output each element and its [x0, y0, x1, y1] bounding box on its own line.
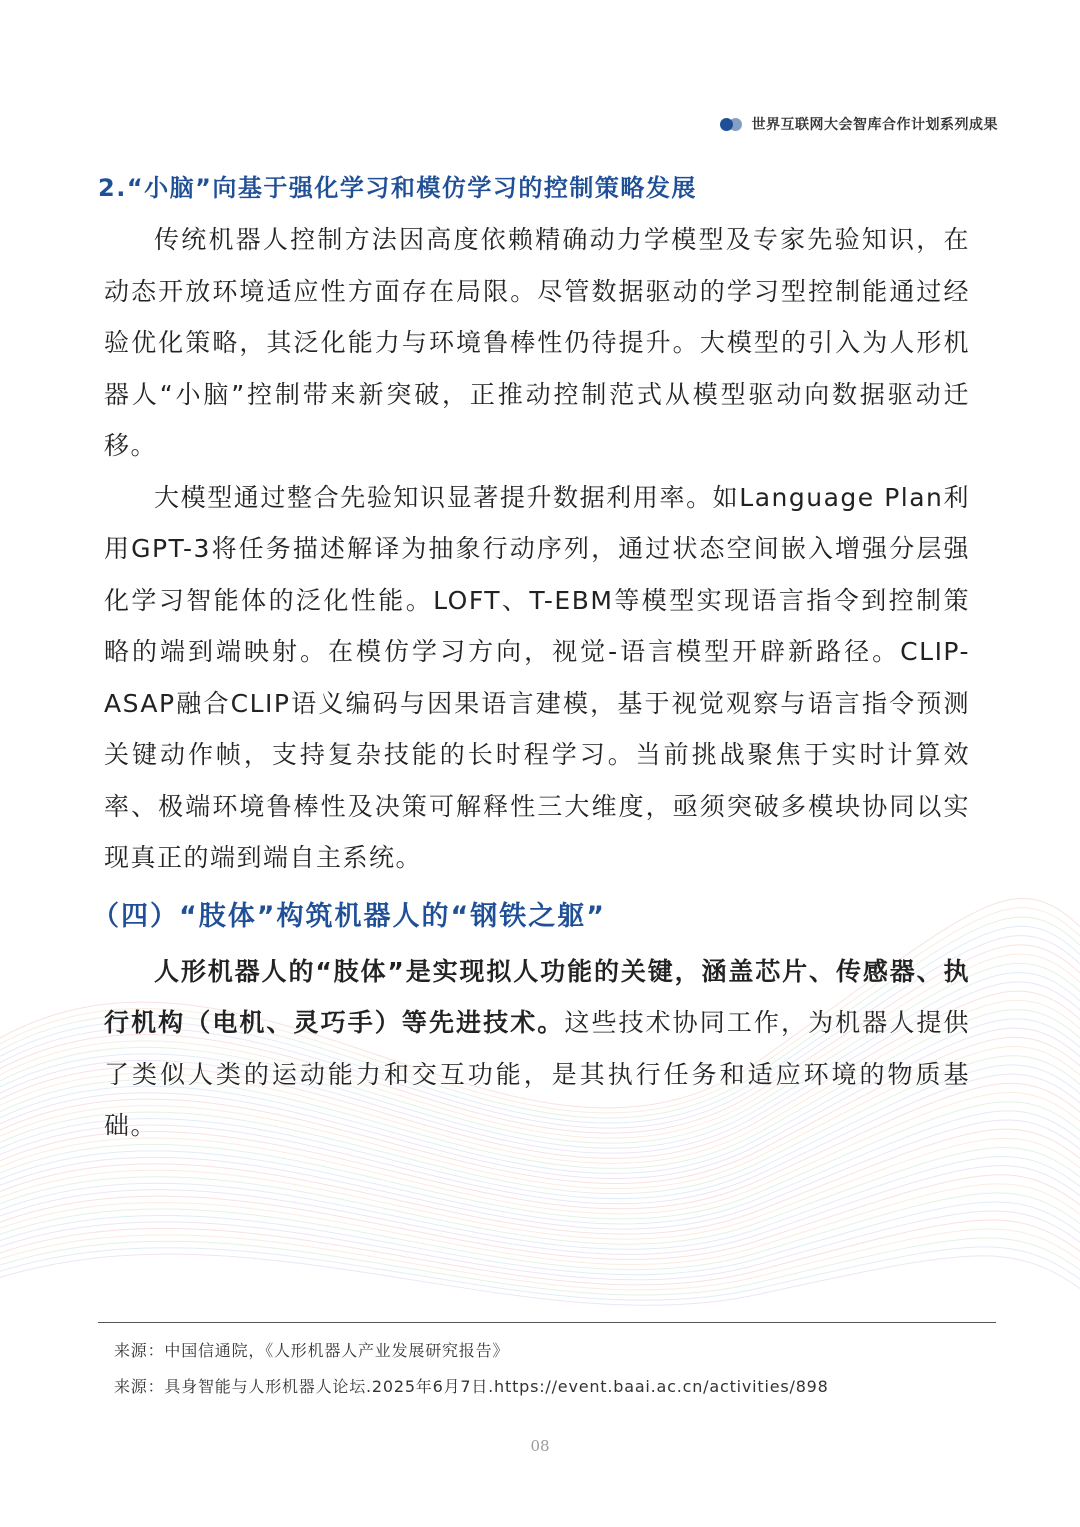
subsection-heading: 2.“小脑”向基于强化学习和模仿学习的控制策略发展	[98, 174, 697, 202]
paragraph: 传统机器人控制方法因高度依赖精确动力学模型及专家先验知识，在动态开放环境适应性方面存在局限。尽管数据驱动的学习型控制能通过经验优化策略，其泛化能力与环境鲁棒性仍待提升。大模型的引入为人形机器人“小脑”控制带来新突破，正推动控制范式从模型驱动向数据驱动迁移。	[104, 225, 970, 460]
footnote-source: 来源：中国信通院，《人形机器人产业发展研究报告》	[114, 1341, 510, 1360]
overlapping-circles-logo-icon	[720, 118, 742, 131]
main-content	[92, 166, 970, 1152]
paragraph: 大模型通过整合先验知识显著提升数据利用率。如Language Plan利用GPT-3将任务描述解译为抽象行动序列，通过状态空间嵌入增强分层强化学习智能体的泛化性能。LOFT、T-EBM等模型实现语言指令到控制策略的端到端映射。在模仿学习方向，视觉-语言模型开辟新路径。CLIP-ASAP融合CLIP语义编码与因果语言建模，基于视觉观察与语言指令预测关键动作帧，支持复杂技能的长时程学习。当前挑战聚焦于实时计算效率、极端环境鲁棒性及决策可解释性三大维度，亟须突破多模块协同以实现真正的端到端自主系统。	[104, 482, 970, 872]
page-number: 08	[530, 1437, 550, 1455]
page-header	[720, 114, 999, 134]
section-heading: （四）“肢体”构筑机器人的“钢铁之躯”	[92, 900, 606, 932]
paragraph	[104, 946, 970, 1152]
footnote-source: 来源：具身智能与人形机器人论坛.2025年6月7日.https://event.baai.ac.cn/activities/898	[114, 1377, 829, 1396]
footnotes	[98, 1322, 996, 1405]
paragraph-text: 这些技术协同工作，为机器人提供了类似人类的运动能力和交互功能，是其执行任务和适应环境的物质基础。	[104, 1008, 970, 1140]
series-title: 世界互联网大会智库合作计划系列成果	[751, 117, 998, 133]
paragraph-bold-lead: 人形机器人的“肢体”是实现拟人功能的关键，涵盖芯片、传感器、执行机构（电机、灵巧手）等先进技术。	[104, 956, 970, 1037]
